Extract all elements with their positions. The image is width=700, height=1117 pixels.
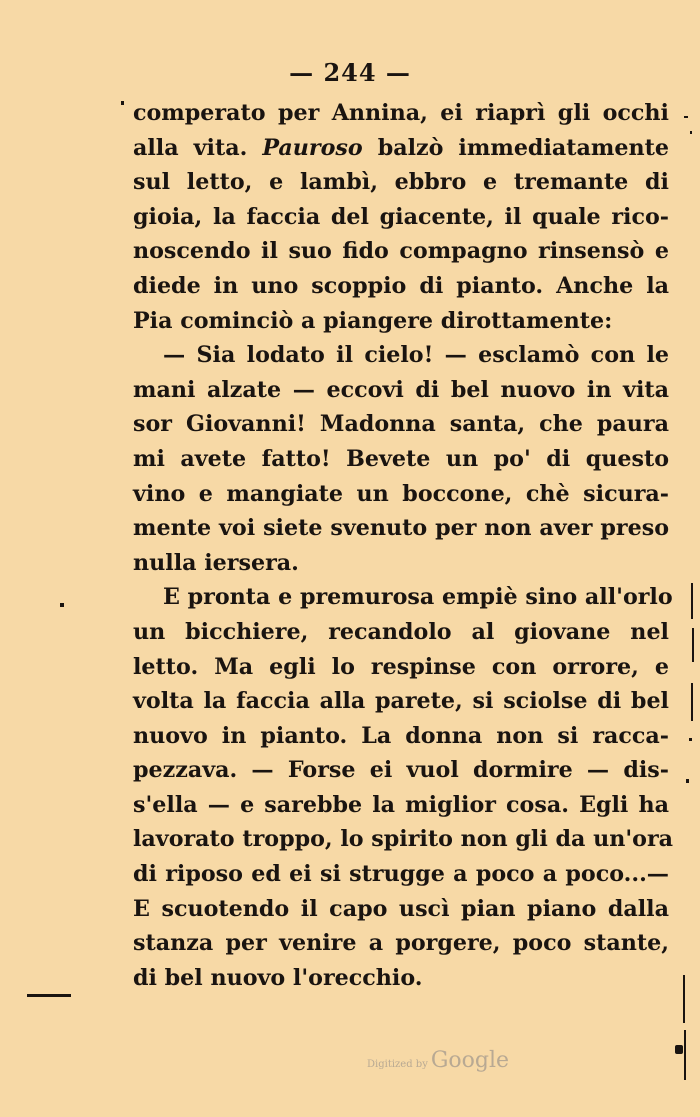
text-line: pezzava. — Forse ei vuol dormire — dis- bbox=[133, 757, 669, 784]
text-line: diede in uno scoppio di pianto. Anche la bbox=[133, 272, 669, 299]
text-line: letto. Ma egli lo respinse con orrore, e bbox=[133, 653, 669, 680]
text-line: sul letto, e lambì, ebbro e tremante di bbox=[133, 169, 669, 196]
emphasized-word: Pauroso bbox=[262, 134, 363, 161]
margin-line bbox=[684, 1030, 686, 1080]
text-line: un bicchiere, recandolo al giovane nel bbox=[133, 618, 669, 645]
watermark-brand: Google bbox=[430, 1048, 510, 1073]
text-line bbox=[133, 131, 669, 166]
text-line: mi avete fatto! Bevete un po' di questo bbox=[133, 445, 669, 472]
text-line: lavorato troppo, lo spirito non gli da un'ora bbox=[133, 826, 674, 853]
google-watermark bbox=[367, 1048, 509, 1073]
text-line: comperato per Annina, ei riaprì gli occhi bbox=[133, 100, 669, 126]
watermark-prefix: Digitized by bbox=[367, 1059, 428, 1070]
scan-speck bbox=[690, 131, 692, 134]
text-line: Pia cominciò a piangere dirottamente: bbox=[133, 307, 613, 334]
text-line: mente voi siete svenuto per non aver preso bbox=[133, 515, 669, 542]
scan-speck bbox=[675, 1045, 683, 1054]
text-line: di riposo ed ei si strugge a poco a poco...— bbox=[133, 861, 669, 888]
text-line: s'ella — e sarebbe la miglior cosa. Egli ha bbox=[133, 791, 669, 818]
text-fragment: balzò immediatamente bbox=[377, 134, 669, 161]
page-number: — 244 — bbox=[289, 58, 411, 87]
margin-line bbox=[691, 683, 693, 721]
text-line: E scuotendo il capo uscì pian piano dalla bbox=[133, 895, 669, 922]
text-line: stanza per venire a porgere, poco stante, bbox=[133, 930, 669, 957]
text-line: E pronta e premurosa empiè sino all'orlo bbox=[163, 584, 673, 611]
body-text bbox=[133, 96, 674, 995]
text-line: — Sia lodato il cielo! — esclamò con le bbox=[163, 342, 669, 369]
text-line: mani alzate — eccovi di bel nuovo in vita bbox=[133, 376, 669, 403]
text-line: gioia, la faccia del giacente, il quale rico- bbox=[133, 203, 669, 230]
scan-speck bbox=[121, 101, 124, 105]
text-line: vino e mangiate un boccone, chè sicura- bbox=[133, 480, 669, 507]
text-line: nulla iersera. bbox=[133, 549, 299, 576]
scan-speck bbox=[689, 738, 692, 741]
text-line: sor Giovanni! Madonna santa, che paura bbox=[133, 411, 669, 438]
text-line: nuovo in pianto. La donna non si racca- bbox=[133, 722, 669, 749]
scan-speck bbox=[684, 116, 688, 118]
scan-speck bbox=[686, 779, 689, 783]
text-line: volta la faccia alla parete, si sciolse di bel bbox=[133, 688, 669, 715]
text-line: di bel nuovo l'orecchio. bbox=[133, 964, 423, 991]
footnote-rule bbox=[27, 994, 71, 997]
margin-line bbox=[692, 628, 694, 662]
text-fragment: alla vita. bbox=[133, 134, 248, 161]
margin-line bbox=[683, 975, 685, 1023]
scan-speck bbox=[60, 603, 64, 607]
margin-line bbox=[691, 583, 693, 619]
text-line: noscendo il suo fido compagno rinsensò e bbox=[133, 238, 669, 265]
